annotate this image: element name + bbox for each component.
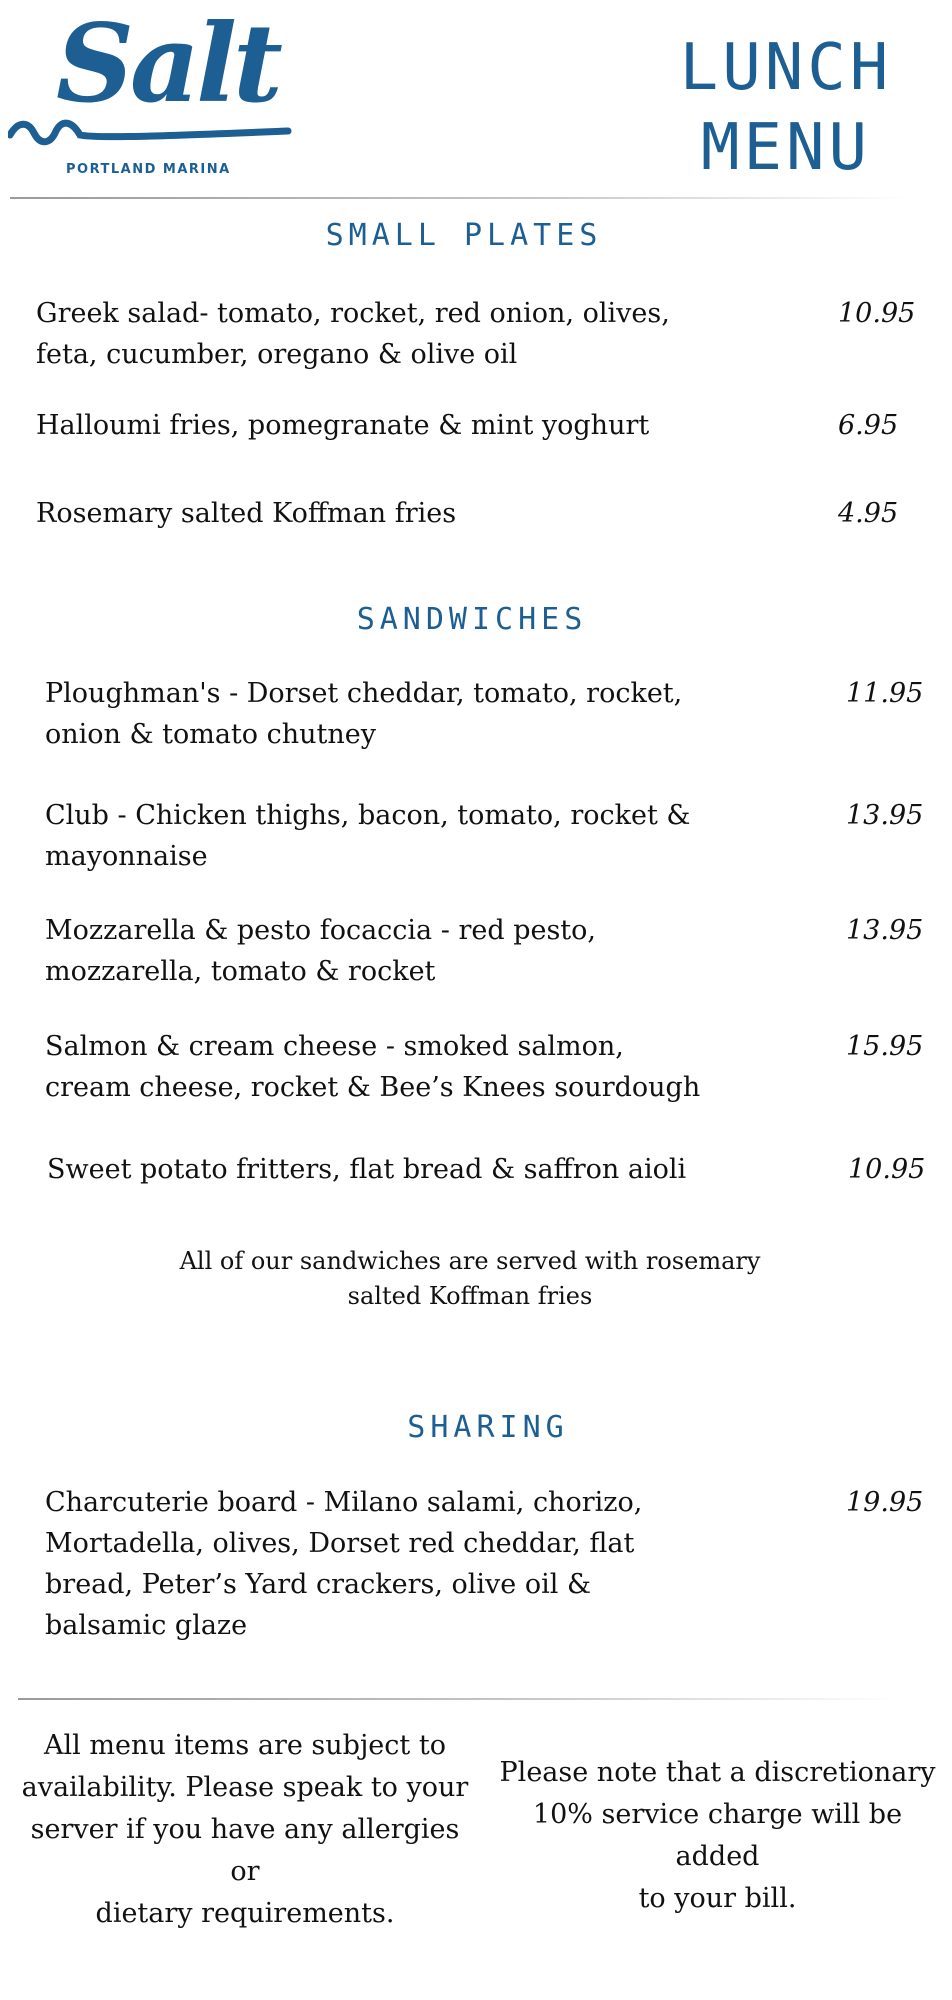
menu-item-description (36, 405, 696, 446)
item-line: Club - Chicken thighs, bacon, tomato, rocket & (45, 800, 691, 831)
notice-line: server if you have any allergies or (30, 1814, 460, 1887)
menu-title (656, 28, 916, 188)
item-line: mozzarella, tomato & rocket (45, 956, 436, 987)
service-charge-notice (490, 1752, 945, 1920)
menu-item-description (45, 1482, 705, 1646)
item-line: Mozzarella & pesto focaccia - red pesto, (45, 915, 596, 946)
logo-text: Salt (56, 1, 279, 127)
salt-logo (8, 1, 298, 180)
item-line: Halloumi fries, pomegranate & mint yoghurt (36, 410, 650, 441)
note-line: salted Koffman fries (347, 1282, 593, 1310)
note-line: All of our sandwiches are served with rosemary (179, 1247, 761, 1275)
menu-item-description (45, 910, 705, 992)
menu-item-description (45, 795, 705, 877)
menu-item-description (36, 293, 696, 375)
menu-item-price: 13.95 (846, 915, 924, 946)
menu-item-price: 11.95 (846, 678, 924, 709)
item-line: Mortadella, olives, Dorset red cheddar, flat (45, 1528, 635, 1559)
logo-subtitle: PORTLAND MARINA (66, 162, 231, 177)
item-line: onion & tomato chutney (45, 719, 376, 750)
item-line: balsamic glaze (45, 1610, 248, 1641)
notice-line: Please note that a discretionary (499, 1757, 936, 1788)
menu-item-price: 10.95 (848, 1154, 926, 1185)
item-line: Charcuterie board - Milano salami, chorizo, (45, 1487, 643, 1518)
menu-item-price: 19.95 (846, 1487, 924, 1518)
menu-item-price: 4.95 (838, 498, 899, 529)
item-line: Ploughman's - Dorset cheddar, tomato, rocket, (45, 678, 683, 709)
item-line: bread, Peter’s Yard crackers, olive oil & (45, 1569, 591, 1600)
notice-line: dietary requirements. (95, 1898, 395, 1929)
footer-divider (18, 1698, 898, 1700)
section-title-sharing: SHARING (407, 1410, 569, 1445)
item-line: Salmon & cream cheese - smoked salmon, (45, 1031, 624, 1062)
notice-line: availability. Please speak to your (21, 1772, 469, 1803)
menu-title-line2: MENU (700, 111, 872, 185)
notice-line: 10% service charge will be added (532, 1799, 903, 1872)
section-title-small-plates: SMALL PLATES (325, 218, 603, 253)
item-line: Greek salad- tomato, rocket, red onion, olives, (36, 298, 670, 329)
wave-icon (8, 105, 298, 155)
item-line: Sweet potato fritters, flat bread & saffron aioli (47, 1154, 687, 1185)
menu-item-price: 15.95 (846, 1031, 924, 1062)
menu-item-description (45, 673, 705, 755)
menu-item-price: 13.95 (846, 800, 924, 831)
menu-item-description (45, 1026, 705, 1108)
header-divider (10, 197, 910, 199)
section-title-sandwiches: SANDWICHES (356, 602, 588, 637)
menu-item-price: 6.95 (838, 410, 899, 441)
menu-item-description (47, 1149, 707, 1190)
notice-line: to your bill. (638, 1883, 797, 1914)
sandwiches-note (130, 1244, 810, 1314)
item-line: cream cheese, rocket & Bee’s Knees sourdough (45, 1072, 701, 1103)
notice-line: All menu items are subject to (44, 1730, 446, 1761)
menu-item-description (36, 493, 696, 534)
item-line: Rosemary salted Koffman fries (36, 498, 457, 529)
menu-title-line1: LUNCH (679, 31, 893, 105)
item-line: mayonnaise (45, 841, 208, 872)
allergy-notice (20, 1725, 470, 1935)
menu-item-price: 10.95 (838, 298, 916, 329)
item-line: feta, cucumber, oregano & olive oil (36, 339, 518, 370)
